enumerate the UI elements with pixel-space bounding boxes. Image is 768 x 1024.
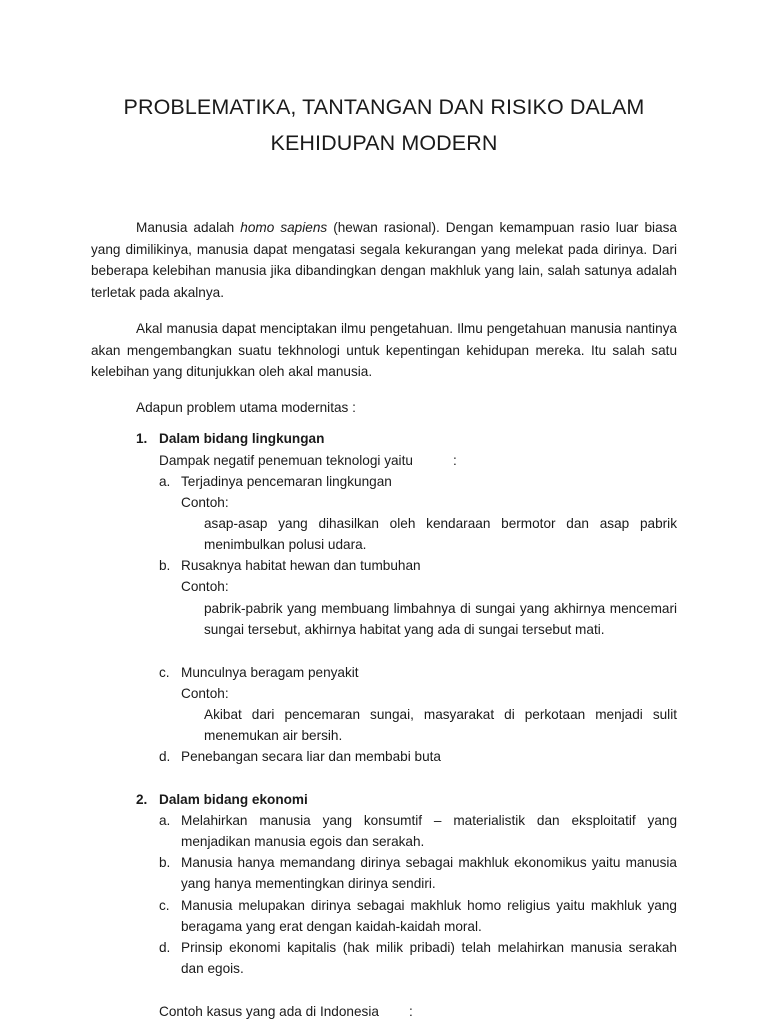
- case-label: Contoh kasus yang ada di Indonesia: [159, 1004, 379, 1019]
- item-1c-text: Munculnya beragam penyakit: [181, 665, 359, 680]
- item-1b-letter: b.: [159, 558, 171, 573]
- section-1-heading: Dalam bidang lingkungan: [159, 431, 325, 446]
- item-1d-text: Penebangan secara liar dan membabi buta: [181, 749, 441, 764]
- paragraph-akal-text: Akal manusia dapat menciptakan ilmu pengetahuan. Ilmu pengetahuan manusia nantinya akan mengembangkan suatu tekhnologi untuk kepentingan kehidupan mereka. Itu salah satu kelebihan yang ditunjukkan oleh akal manusia.: [91, 321, 677, 379]
- document-title-line-1: PROBLEMATIKA, TANTANGAN DAN RISIKO DALAM: [123, 95, 645, 119]
- homo-sapiens-term: homo sapiens: [240, 220, 328, 235]
- section-2-heading: Dalam bidang ekonomi: [159, 792, 308, 807]
- section-2-number: 2.: [136, 792, 148, 807]
- paragraph-akal: [91, 318, 677, 383]
- item-2d-letter: d.: [159, 940, 171, 955]
- item-1c-letter: c.: [159, 665, 170, 680]
- item-1a-example: asap-asap yang dihasilkan oleh kendaraan bermotor dan asap pabrik menimbulkan polusi udara.: [204, 516, 677, 552]
- paragraph-intro-rest: (hewan rasional). Dengan kemampuan rasio luar biasa yang dimilikinya, manusia dapat mengatasi segala kekurangan yang melekat pada dirinya. Dari beberapa kelebihan manusia jika dibandingkan dengan makhluk yang lain, salah satunya adalah terletak pada akalnya.: [91, 220, 677, 300]
- item-1c-example: Akibat dari pencemaran sungai, masyarakat di perkotaan menjadi sulit menemukan air bersih.: [204, 707, 677, 743]
- item-2b-letter: b.: [159, 855, 171, 870]
- problem-intro: Adapun problem utama modernitas :: [136, 400, 356, 415]
- section-1-intro: Dampak negatif penemuan teknologi yaitu: [159, 453, 413, 468]
- case-label-colon: :: [409, 1004, 413, 1019]
- item-1a-text: Terjadinya pencemaran lingkungan: [181, 474, 392, 489]
- paragraph-intro: [91, 217, 677, 303]
- item-2b-text: Manusia hanya memandang dirinya sebagai makhluk ekonomikus yaitu manusia yang hanya mementingkan dirinya sendiri.: [181, 855, 677, 891]
- item-1c-contoh: Contoh:: [181, 686, 229, 701]
- paragraph-intro-start: Manusia adalah: [136, 220, 241, 235]
- item-1b-example: pabrik-pabrik yang membuang limbahnya di sungai yang akhirnya mencemari sungai tersebut, akhirnya habitat yang ada di sungai tersebut mati.: [204, 601, 677, 637]
- document-title-line-2: KEHIDUPAN MODERN: [270, 131, 498, 155]
- item-2a-letter: a.: [159, 813, 171, 828]
- item-1a-contoh: Contoh:: [181, 495, 229, 510]
- item-2c-letter: c.: [159, 898, 170, 913]
- item-1a-letter: a.: [159, 474, 171, 489]
- section-1-number: 1.: [136, 431, 148, 446]
- item-1b-contoh: Contoh:: [181, 579, 229, 594]
- item-1d-letter: d.: [159, 749, 171, 764]
- item-2d-text: Prinsip ekonomi kapitalis (hak milik pribadi) telah melahirkan manusia serakah dan egois.: [181, 940, 677, 976]
- section-1-intro-colon: :: [453, 453, 457, 468]
- item-1b-text: Rusaknya habitat hewan dan tumbuhan: [181, 558, 421, 573]
- item-2a-text: Melahirkan manusia yang konsumtif – materialistik dan eksploitatif yang menjadikan manusia egois dan serakah.: [181, 813, 677, 849]
- item-2c-text: Manusia melupakan dirinya sebagai makhluk homo religius yaitu makhluk yang beragama yang erat dengan kaidah-kaidah moral.: [181, 898, 677, 934]
